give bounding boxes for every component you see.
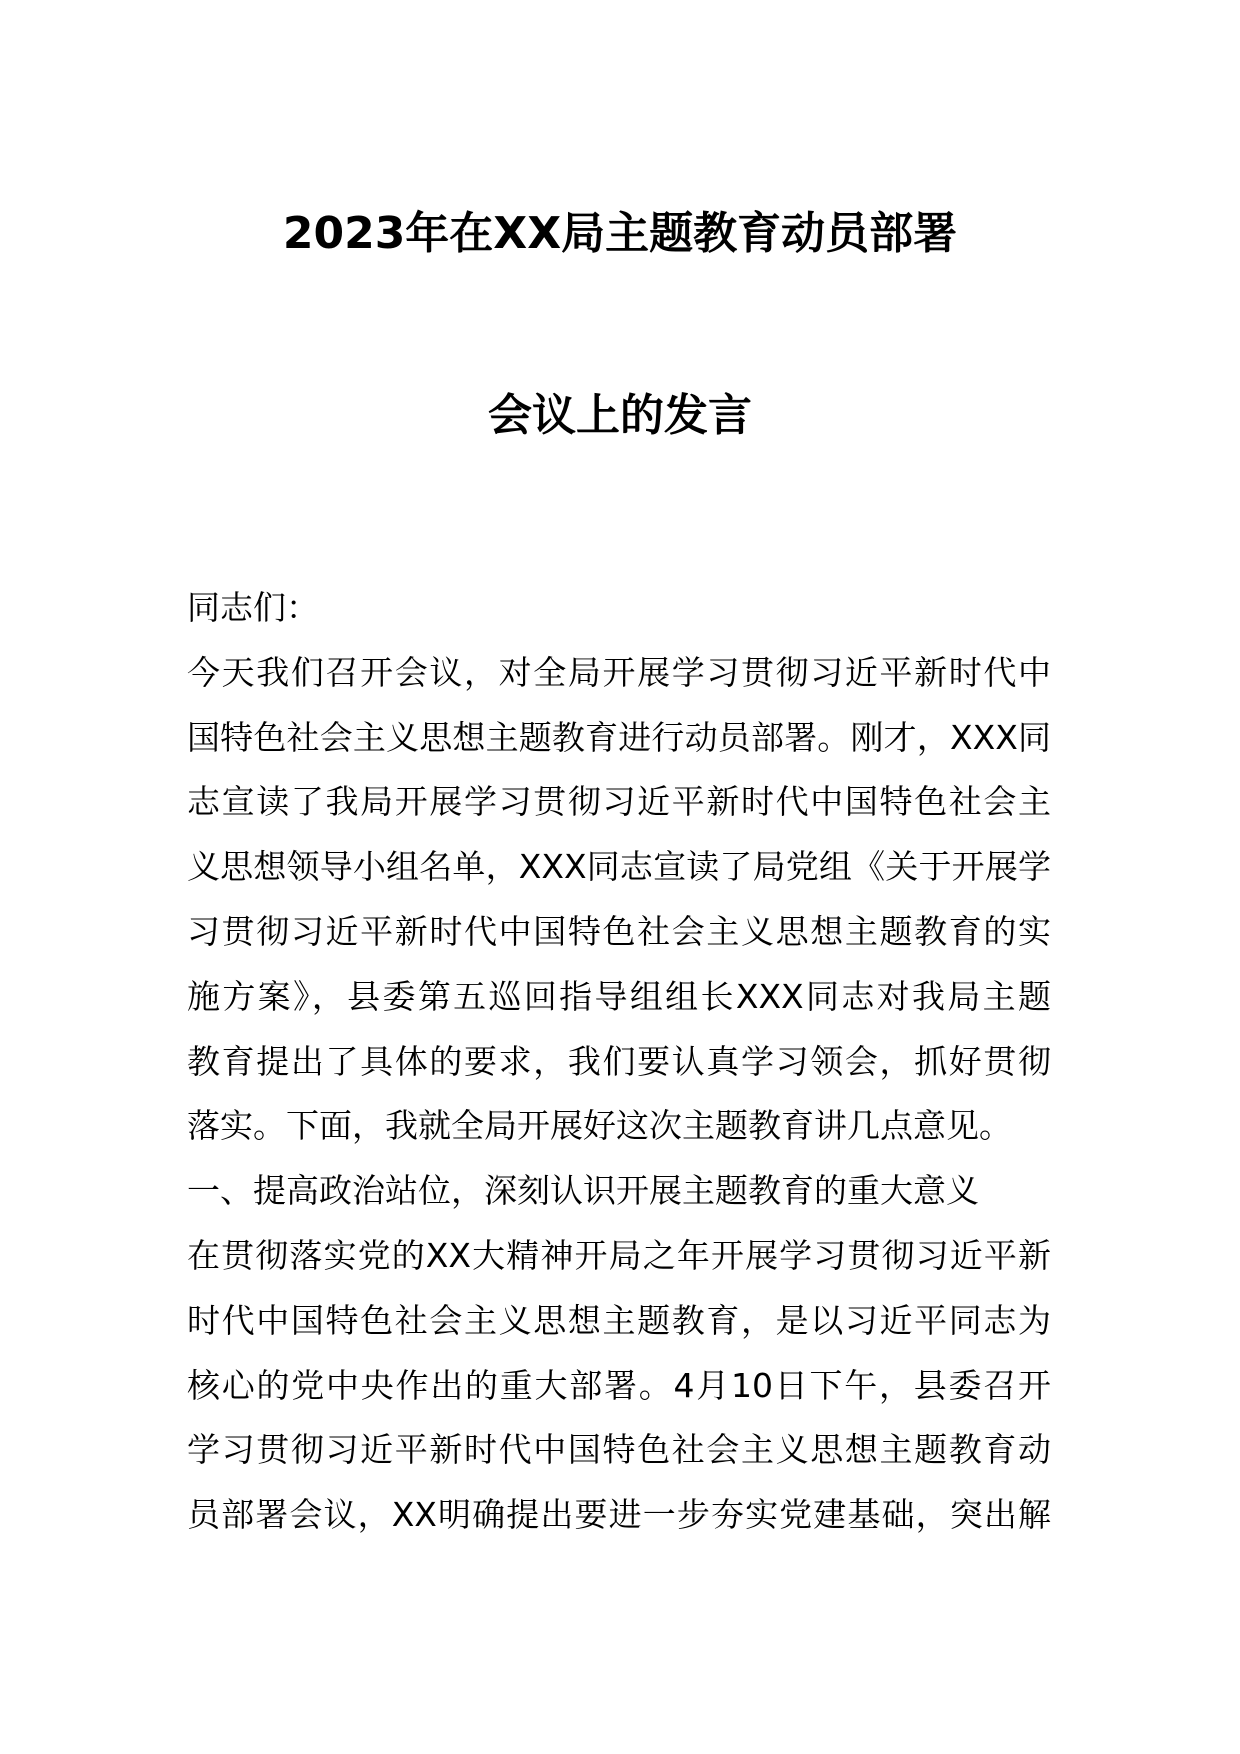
paragraph-2-line: 时代中国特色社会主义思想主题教育，是以习近平同志为	[187, 1300, 1051, 1340]
document-title-line-1: 2023年在XX局主题教育动员部署	[282, 208, 958, 259]
paragraph-2-line: 核心的党中央作出的重大部署。4月10日下午，县委召开	[187, 1365, 1051, 1405]
paragraph-1-line: 今天我们召开会议，对全局开展学习贯彻习近平新时代中	[187, 652, 1051, 692]
paragraph-2-line: 员部署会议，XX明确提出要进一步夯实党建基础，突出解	[187, 1495, 1051, 1535]
section-heading-1: 一、提高政治站位，深刻认识开展主题教育的重大意义	[187, 1171, 979, 1211]
paragraph-2-line: 学习贯彻习近平新时代中国特色社会主义思想主题教育动	[187, 1430, 1051, 1470]
paragraph-1-line: 国特色社会主义思想主题教育进行动员部署。刚才，XXX同	[187, 717, 1051, 757]
paragraph-1-line: 教育提出了具体的要求，我们要认真学习领会，抓好贯彻	[187, 1041, 1051, 1081]
salutation: 同志们：	[187, 588, 319, 627]
paragraph-1-line: 落实。下面，我就全局开展好这次主题教育讲几点意见。	[187, 1106, 1012, 1146]
paragraph-1-line: 习贯彻习近平新时代中国特色社会主义思想主题教育的实	[187, 911, 1051, 951]
document-title-line-2: 会议上的发言	[488, 390, 752, 441]
document-body	[187, 576, 1051, 1548]
paragraph-1-line: 施方案》，县委第五巡回指导组组长XXX同志对我局主题	[187, 976, 1051, 1016]
paragraph-1-line: 志宣读了我局开展学习贯彻习近平新时代中国特色社会主	[187, 782, 1051, 822]
paragraph-2-line: 在贯彻落实党的XX大精神开局之年开展学习贯彻习近平新	[187, 1235, 1051, 1275]
paragraph-1-line: 义思想领导小组名单，XXX同志宣读了局党组《关于开展学	[187, 847, 1051, 887]
